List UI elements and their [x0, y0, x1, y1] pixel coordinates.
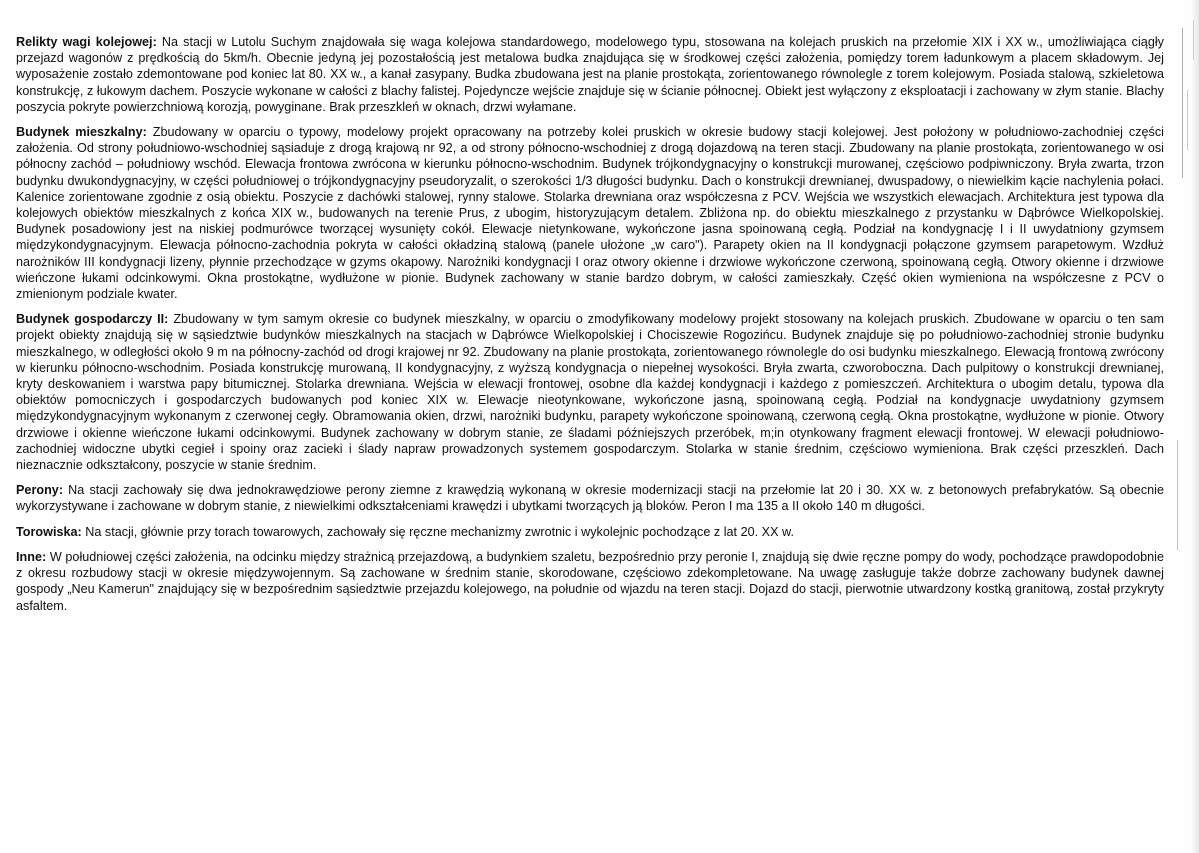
- section-inne: [16, 549, 1164, 614]
- section-heading: Budynek gospodarczy II:: [16, 312, 169, 327]
- document-body: [16, 34, 1164, 623]
- scan-edge-shadow: [1191, 0, 1199, 853]
- section-body: Zbudowany w tym samym okresie co budynek mieszkalny, w oparciu o zmodyfikowany modelowy projekt stosowany na kolejach pruskich. Zbudowane w oparciu o ten sam projekt obiekty znajdują się w sąsiedztwie budynków mieszkalnych na stacjach w Dąbrówce Wielkopolskiej i Chociszewie Rogozińcu. Budynek znajduje się po południowo-zachodniej stronie budynku mieszkalnego, w odległości około 9 m na północny-zachód od drogi krajowej nr 92. Zbudowany na planie prostokąta, zorientowanego równolegle do osi budynku mieszkalnego. Elewacją frontową zwrócony w kierunku północno-wschodnim. Posiada konstrukcję murowaną, II kondygnacyjny, z wyższą kondygnacja o niepełnej wysokości. Bryła zwarta, czworoboczna. Dach pulpitowy o konstrukcji drewnianej, kryty deskowaniem i warstwa papy bitumicznej. Stolarka drewniana. Wejścia w elewacji frontowej, osobne dla każdej kondygnacji i każdego z pomieszczeń. Architektura o ubogim detalu, typowa dla obiektów pomocniczych i gospodarczych budowanych pod koniec XIX w. Elewacje nieotynkowane, wykończone jasną, spoinowaną cegłą. Podział na kondygnacje uwydatniony gzymsem międzykondygnacyjnym wykonanym z czerwonej cegły. Obramowania okien, drzwi, narożniki budynku, parapety wykończone spoinowaną, czerwoną cegłą. Okna prostokątne, wydłużone w pionie. Otwory drzwiowe i okienne wieńczone łukami odcinkowymi. Budynek zachowany w dobrym stanie, ze śladami późniejszych przeróbek, m;in otynkowany fragment elewacji frontowej. W elewacji południowo-zachodniej widoczne ubytki cegieł i spoiny oraz zacieki i ślady napraw prowadzonych systemem gospodarczym. Stolarka w stanie średnim, częściowo wymieniona. Brak części przeszkleń. Dach nieznacznie odkształcony, poszycie w stanie średnim.: [16, 312, 1164, 473]
- section-heading: Budynek mieszkalny:: [16, 125, 147, 140]
- section-heading: Perony:: [16, 483, 64, 498]
- section-body: W południowej części założenia, na odcinku między strażnicą przejazdową, a budynkiem szaletu, bezpośrednio przy peronie I, znajdują się dwie ręczne pompy do wody, pochodzące prawdopodobnie z okresu rozbudowy stacji w okresie międzywojennym. Są zachowane w średnim stanie, skorodowane, częściowo zdekompletowane. Na uwagę zasługuje także dobrze zachowany budynek dawnej gospody „Neu Kamerun" znajdujący się w bezpośrednim sąsiedztwie przejazdu kolejowego, na południe od wjazdu na teren stacji. Dojazd do stacji, pierwotnie utwardzony kostką granitową, został przykryty asfaltem.: [16, 549, 1164, 613]
- section-budynek-gospodarczy: [16, 311, 1164, 473]
- section-body: Na stacji zachowały się dwa jednokrawędziowe perony ziemne z krawędzią wykonaną w okresie modernizacji stacji na przełomie lat 20 i 30. XX w. z betonowych prefabrykatów. Są obecnie wykorzystywane i zachowane w dobrym stanie, z niewielkimi odkształceniami krawędzi i ubytkami tworzących ją bloków. Peron I ma 135 a II około 140 m długości.: [16, 483, 1164, 514]
- section-body: Na stacji, głównie przy torach towarowych, zachowały się ręczne mechanizmy zwrotnic i wykolejnic pochodzące z lat 20. XX w.: [81, 524, 794, 539]
- section-body: Zbudowany w oparciu o typowy, modelowy projekt opracowany na potrzeby kolei pruskich w okresie budowy stacji kolejowej. Jest położony w południowo-zachodniej części założenia. Od strony południowo-wschodniej sąsiaduje z drogą krajową nr 92, a od strony północno-wschodniej z drogą dojazdową na teren stacji. Zbudowany na planie prostokąta, zorientowanego w osi północny zachód – południowy wschód. Elewacja frontowa zwrócona w kierunku północno-wschodnim. Budynek trójkondygnacyjny o konstrukcji murowanej, częściowo podpiwniczony. Bryła zwarta, trzon budynku dwukondygnacyjny, w części południowej o trójkondygnacyjny pseudoryzalit, o szerokości 1/3 długości budynku. Dach o konstrukcji drewnianej, dwuspadowy, o niewielkim kącie nachylenia połaci. Kalenice zorientowane zgodnie z osią obiektu. Poszycie z dachówki stalowej, rynny stalowe. Stolarka drewniana oraz współczesna z PCV. Wejścia we wszystkich elewacjach. Architektura jest typowa dla kolejowych obiektów mieszkalnych z końca XIX w., budowanych na terenie Prus, z ubogim, historyzującym detalem. Zbliżona np. do obiektu mieszkalnego z przystanku w Dąbrówce Wielkopolskiej. Budynek posadowiony jest na niskiej podmurówce tworzącej wysunięty cokół. Elewacje nietynkowane, wykończone jasna spoinowaną cegłą. Podział na kondygnację I i II uwydatniony gzymsem międzykondygnacyjnym. Elewacja północno-zachodnia pokryta w całości okładziną stalową (panele ułożone „w caro"). Parapety okien na II kondygnacji połączone gzymsem parapetowym. Wzdłuż narożników III kondygnacji lizeny, płynnie przechodzące w gzyms okapowy. Narożniki kondygnacji I oraz otwory okienne i drzwiowe wykończone czerwoną, spoinowaną cegłą. Otwory okienne i drzwiowe wieńczone łukami odcinkowymi. Okna prostokątne, wydłużone w pionie. Budynek zachowany w stanie bardzo dobrym, w całości zamieszkały. Część okien wymieniona na współczesne z PCV o zmienionym podziale kwater.: [16, 125, 1164, 302]
- scan-streak: [1193, 20, 1194, 60]
- section-budynek-mieszkalny: [16, 124, 1164, 302]
- section-body: Na stacji w Lutolu Suchym znajdowała się waga kolejowa standardowego, modelowego typu, stosowana na kolejach pruskich na przełomie XIX i XX w., umożliwiająca ciągły przejazd wagonów z prędkością do 5km/h. Obecnie jedyną jej pozostałością jest metalowa budka znajdująca się w środkowej części założenia, pomiędzy torem ładunkowym a placem składowym. Jej wyposażenie zostało zdemontowane pod koniec lat 80. XX w., a kanał zasypany. Budka zbudowana jest na planie prostokąta, zorientowanego równolegle z torem kolejowym. Posiada stalową, szkieletowa konstrukcję, z łukowym dachem. Poszycie wykonane w całości z blachy falistej. Pojedyncze wejście znajduje się w ścianie północnej. Obiekt jest wyłączony z eksploatacji i zachowany w złym stanie. Blachy poszycia pokryte powierzchniową korozją, powyginane. Brak przeszkleń w oknach, drzwi wyłamane.: [16, 35, 1164, 114]
- scan-streak: [1177, 440, 1178, 550]
- section-relikty-wagi: [16, 34, 1164, 115]
- section-heading: Relikty wagi kolejowej:: [16, 35, 157, 49]
- section-heading: Inne:: [16, 549, 47, 564]
- section-heading: Torowiska:: [16, 524, 82, 539]
- section-torowiska: [16, 524, 1164, 540]
- scan-streak: [1187, 90, 1188, 150]
- scan-streak: [1182, 28, 1183, 178]
- section-perony: [16, 482, 1164, 514]
